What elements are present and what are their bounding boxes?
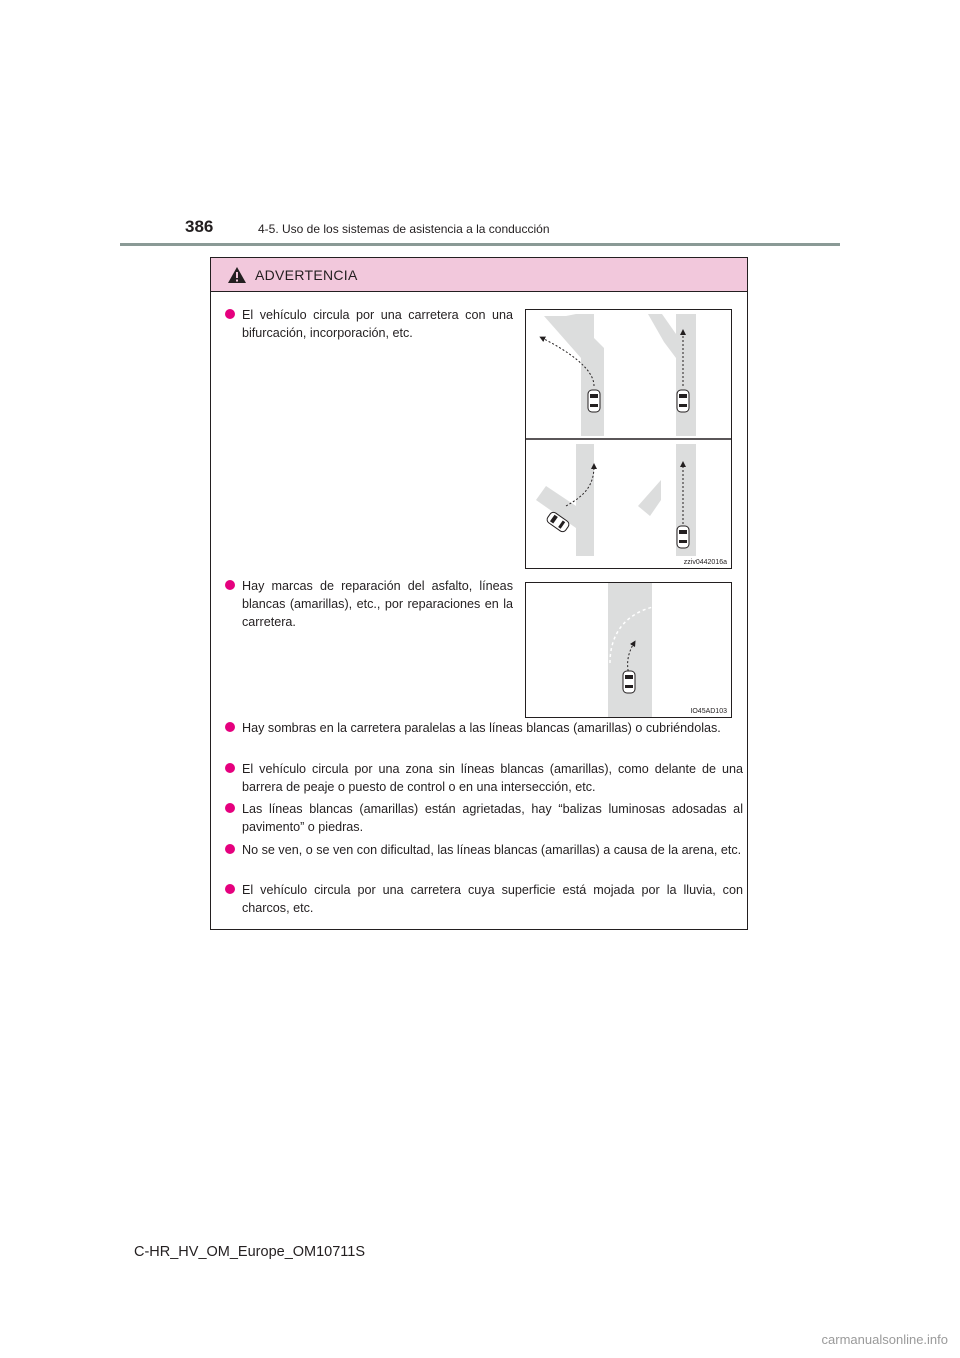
page-number: 386 [185,217,214,236]
bullet-dot-icon [225,309,235,319]
bullet-dot-icon [225,722,235,732]
warning-header [211,258,747,292]
bullet-dot-icon [225,884,235,894]
warning-title: ADVERTENCIA [255,266,358,283]
list-item: El vehículo circula por una carretera con una bifurcación, incorporación, etc. [225,306,513,342]
list-item: Hay marcas de reparación del asfalto, líneas blancas (amarillas), etc., por reparaciones en la carretera. [225,577,513,631]
bullet-dot-icon [225,803,235,813]
car-icon [677,526,689,548]
header-rule [120,243,840,246]
bullet-dot-icon [225,844,235,854]
warning-triangle-icon [227,266,247,284]
list-item: Hay sombras en la carretera paralelas a las líneas blancas (amarillas) o cubriéndolas. [225,719,743,737]
list-item: El vehículo circula por una zona sin líneas blancas (amarillas), como delante de una barrera de peaje o puesto de control o en una intersección, etc. [225,760,743,796]
car-icon [677,390,689,412]
bullet-dot-icon [225,763,235,773]
car-icon [623,671,635,693]
watermark: carmanualsonline.info [821,1332,948,1347]
list-item: Las líneas blancas (amarillas) están agrietadas, hay “balizas luminosas adosadas al pavimento” o piedras. [225,800,743,836]
figure-code: zziv0442016a [683,559,727,566]
road-repair-figure [525,582,732,718]
figure-code: IO45AD103 [690,708,727,715]
car-icon [588,390,600,412]
document-code: C-HR_HV_OM_Europe_OM10711S [134,1244,366,1260]
fork-road-figure [525,309,732,569]
list-item: No se ven, o se ven con dificultad, las líneas blancas (amarillas) a causa de la arena, etc. [225,841,743,859]
bullet-dot-icon [225,580,235,590]
list-item: El vehículo circula por una carretera cuya superficie está mojada por la lluvia, con charcos, etc. [225,881,743,917]
section-title: 4-5. Uso de los sistemas de asistencia a la conducción [258,222,550,236]
